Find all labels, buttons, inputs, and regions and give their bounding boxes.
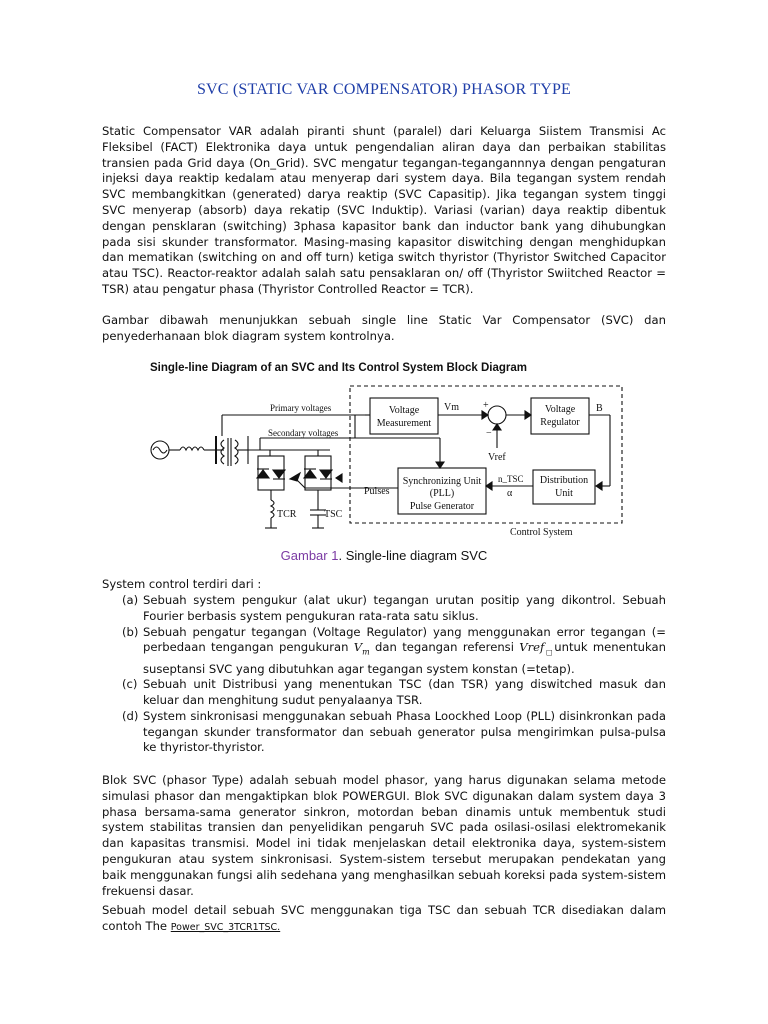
list-item xyxy=(122,593,666,625)
label-distribution-1: Distribution xyxy=(539,475,589,486)
paragraph-detail-text: Sebuah model detail sebuah SVC menggunakan tiga TSC dan sebuah TCR disediakan dalam contoh The xyxy=(102,903,666,933)
math-vref: Vref$_□$ xyxy=(519,640,555,657)
label-control-system: Control System xyxy=(510,527,573,538)
svc-single-line-diagram xyxy=(140,378,630,543)
list-item-text-pre: Sebuah pengatur tegangan (Voltage Regulator) yang menggunakan error tegangan (= perbedaan tengangan pengukuran xyxy=(143,624,666,655)
list-marker: (b) xyxy=(122,624,139,639)
label-plus: + xyxy=(483,400,489,411)
list-item-text: System sinkronisasi menggunakan sebuah Phasa Loockhed Loop (PLL) disinkronkan pada tegangan skunder transformator dan sebuah generator pulsa mengirimkan pulsa-pulsa ke thyristor-thyristor. xyxy=(143,708,666,755)
label-pulses: Pulses xyxy=(364,486,390,497)
label-primary-voltages: Primary voltages xyxy=(270,403,332,413)
summing-junction xyxy=(488,406,506,424)
list-item xyxy=(122,677,666,709)
label-sync-1: Synchronizing Unit xyxy=(402,476,482,487)
list-marker: (d) xyxy=(122,708,139,723)
label-b: B xyxy=(596,403,603,414)
label-sync-3: Pulse Generator xyxy=(409,501,475,512)
list-item xyxy=(122,709,666,756)
label-distribution-2: Unit xyxy=(555,488,573,499)
math-vm: $V_m$ xyxy=(353,640,370,657)
paragraph-intro: Static Compensator VAR adalah piranti shunt (paralel) dari Keluarga Siistem Transmisi Ac Fleksibel (FACT) Elektronika daya untuk pengendalian aliran daya dan perbaikan stabilitas transien pada Grid daya (On_Grid). SVC mengatur tegangan-tegangannnya dengan pengaturan injeksi daya reaktip kedalam atau menyerap dari system daya. Bila tegangan system rendah SVC membangkitkan (generated) darya reaktip (SVC Capasitip). Jika tegangan system tinggi SVC menyerap (absorb) daya rekatip (SVC Induktip). Variasi (varian) daya reaktip dibentuk dengan pensklaran (switching) 3phasa kapasitor bank dan inductor bank yang dihubungkan pada sisi skunder transformator. Masing-masing kapasitor diswitching dengan menghidupkan dan mematikan (switching on and off turn) ketiga switch thyristor (Thyristor Switched Capacitor atau TSC). Reactor-reaktor adalah salah satu pensaklaran on/ off (Thyristor Swiitched Reactor = TSR) atau pengatur phasa (Thyristor Controlled Reactor = TCR). xyxy=(102,124,666,296)
list-marker: (a) xyxy=(122,593,139,607)
figure-title: Single-line Diagram of an SVC and Its Control System Block Diagram xyxy=(150,362,528,374)
label-voltage-regulator-1: Voltage xyxy=(544,404,576,415)
label-n-tsc: n_TSC xyxy=(498,474,524,484)
caption-text: . Single-line diagram SVC xyxy=(338,548,488,563)
label-minus: − xyxy=(486,428,492,439)
label-secondary-voltages: Secondary voltages xyxy=(268,428,339,438)
page-title: SVC (STATIC VAR COMPENSATOR) PHASOR TYPE xyxy=(196,81,572,98)
label-tsc: TSC xyxy=(324,509,343,520)
list-item-text: Sebuah system pengukur (alat ukur) tegangan urutan positip yang dikontrol. Sebuah Fourier berbasis system pengukuran rata-rata satu siklus. xyxy=(143,593,666,623)
label-alpha: α xyxy=(507,488,513,499)
list-item-text-post: untuk menentukan suseptansi SVC yang dibutuhkan agar tegangan system konstan (=tetap). xyxy=(143,640,666,676)
label-voltage-measurement-1: Voltage xyxy=(388,405,420,416)
paragraph-figure-intro: Gambar dibawah menunjukkan sebuah single line Static Var Compensator (SVC) dan penyederhanaan blok diagram system kontrolnya. xyxy=(102,313,666,343)
system-control-intro: System control terdiri dari : xyxy=(102,577,262,591)
list-item-text: Sebuah unit Distribusi yang menentukan TSC (dan TSR) yang diswitched masuk dan keluar dan menghitung sudut penyalaanya TSR. xyxy=(143,677,666,708)
label-voltage-regulator-2: Regulator xyxy=(540,417,580,428)
list-marker: (c) xyxy=(122,677,138,692)
example-link[interactable]: Power_SVC_3TCR1TSC. xyxy=(170,921,281,933)
list-item-text-mid: dan tegangan referensi xyxy=(369,640,520,655)
label-voltage-measurement-2: Measurement xyxy=(376,418,432,429)
transformer-symbol xyxy=(221,440,224,464)
label-sync-2: (PLL) xyxy=(429,488,455,499)
figure-caption xyxy=(0,548,768,563)
label-vref: Vref xyxy=(488,452,506,463)
system-control-list xyxy=(122,593,666,756)
paragraph-phasor-model: Blok SVC (phasor Type) adalah sebuah model phasor, yang harus digunakan selama metode simulasi phasor dan mengaktipkan blok POWERGUI. Blok SVC digunakan dalam system daya 3 phasa bersama-sama generator sinkron, motordan beban dinamis untuk membentuk studi system stabilitas transien dan penyelidikan pengaruh SVC pada osilasi-osilasi elektromekanik dan kapasitas transmisi. Model ini tidak menjelaskan detail elektronika daya, system-sistem pengukuran atau system sinkronisasi. System-sistem tersebut merupakan pendekatan yang baik menggunakan fungsi alih sedehana yang menghasilkan sebuah koreksi pada system-sistem frekuensi dasar. xyxy=(102,773,666,898)
paragraph-detail-model xyxy=(102,903,666,936)
list-item xyxy=(122,625,666,678)
label-tcr: TCR xyxy=(277,509,297,520)
caption-label: Gambar 1 xyxy=(280,548,339,563)
label-vm: Vm xyxy=(444,402,459,413)
